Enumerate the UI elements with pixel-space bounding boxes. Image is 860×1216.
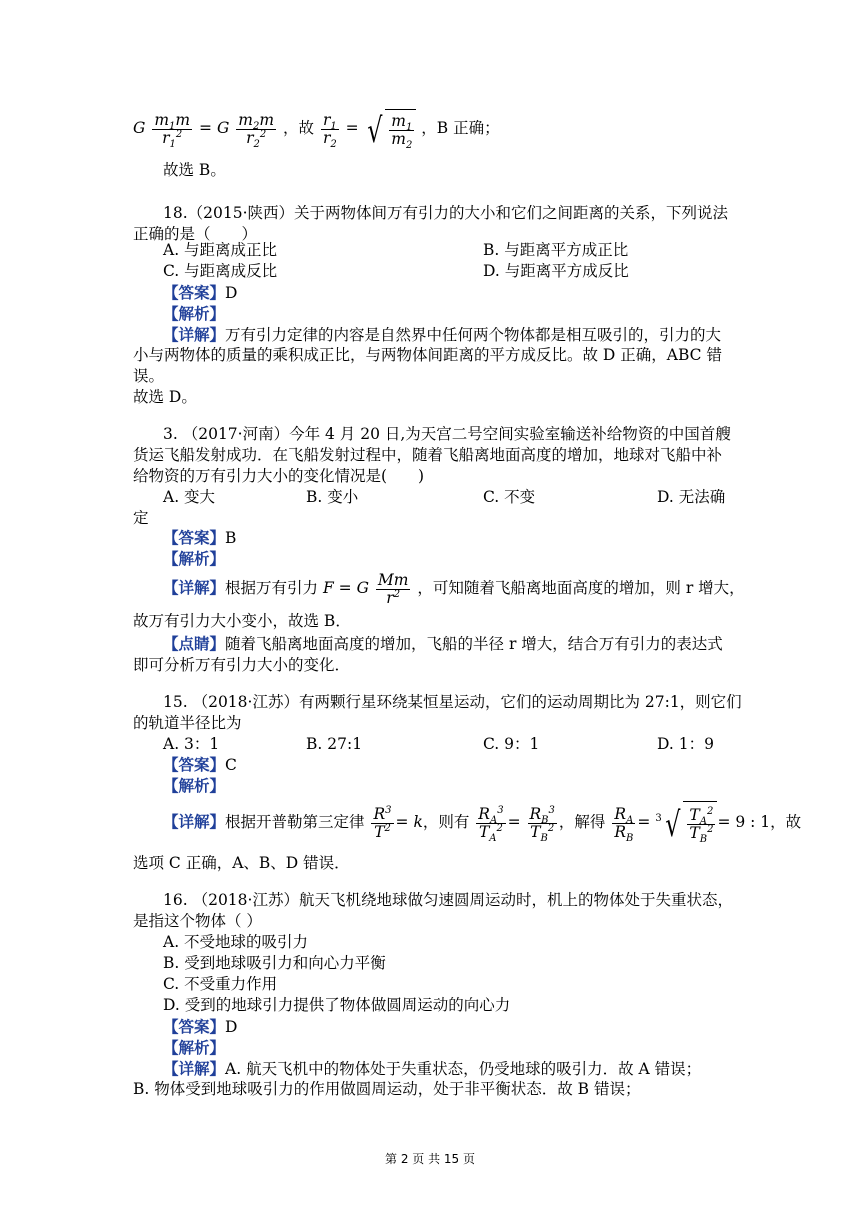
detail-line [163, 324, 721, 346]
option: C. 不变 [483, 488, 536, 506]
detail-text: ，解得 [558, 813, 606, 831]
question-stem: 给物资的万有引力大小的变化情况是( ) [133, 467, 425, 485]
detail-line: 【详解】根据万有引力 F = G $\frac{Mm}{r^2}$ ，可知随着飞船离地面高度的增加，则 r 增大， [163, 570, 745, 607]
question-stem: 货运飞船发射成功．在飞船发射过程中，随着飞船离地面高度的增加，地球对飞船中补 [133, 446, 723, 464]
detail-text: 选项 C 正确，A、B、D 错误． [133, 854, 350, 872]
option: D. 1：9 [657, 735, 714, 753]
option: D. 无法确 [657, 488, 726, 506]
comment-text: 随着飞船离地面高度的增加，飞船的半径 r 增大，结合万有引力的表达式 [225, 635, 723, 653]
detail-text: A. 航天飞机中的物体处于失重状态，仍受地球的吸引力．故 A 错误； [225, 1060, 702, 1078]
detail-text: ，可知随着飞船离地面高度的增加，则 r 增大， [417, 579, 745, 597]
fraction: $\frac{Mm}{r^2}$ [377, 570, 409, 607]
option: A. 与距离成正比 [163, 241, 278, 259]
detail-tag: 【详解】 [163, 1059, 226, 1078]
fraction: $\frac{r_1}{r_2}$ [322, 110, 337, 150]
sqrt: √ $\frac{T_A^2}{T_B^2}$ [662, 801, 718, 846]
conclusion-text: 故选 B。 [163, 161, 226, 179]
question-stem: 15. （2018·江苏）有两颗行星环绕某恒星运动，它们的运动周期比为 27:1，则它们 [163, 693, 742, 711]
option: C. 与距离成反比 [163, 262, 278, 280]
question-stem: 16. （2018·江苏）航天飞机绕地球做匀速圆周运动时，机上的物体处于失重状态， [163, 891, 733, 909]
option: A. 3：1 [163, 735, 220, 753]
fraction: $\frac{m_2m}{r_2^2}$ [238, 110, 275, 150]
detail-tag: 【详解】 [163, 812, 226, 831]
comment-text: 即可分析万有引力大小的变化． [133, 656, 351, 674]
question-stem: 3. （2017·河南）今年 4 月 20 日,为天宫二号空间实验室输送补给物资的中国首艘 [163, 425, 731, 443]
detail-tag: 【详解】 [163, 578, 226, 597]
detail-text: ，故 [770, 813, 802, 831]
answer-value: D [225, 284, 238, 302]
analysis-tag: 【解析】 [163, 549, 226, 568]
question-stem: 正确的是（ ） [133, 225, 258, 243]
option: C. 不受重力作用 [163, 975, 278, 993]
detail-text: 小与两物体的质量的乘积成正比，与两物体间距离的平方成反比。故 D 正确，ABC 错 [133, 346, 722, 364]
analysis-tag: 【解析】 [163, 304, 226, 323]
fraction: $\frac{R^3}{T^2}$ [373, 804, 392, 841]
detail-tag: 【详解】 [163, 325, 226, 344]
answer-line [163, 282, 237, 304]
formula-text: ，B 正确； [421, 119, 500, 137]
answer-tag: 【答案】 [163, 528, 226, 547]
answer-line [163, 527, 236, 549]
detail-text: B. 物体受到地球吸引力的作用做圆周运动，处于非平衡状态．故 B 错误； [133, 1080, 641, 1098]
answer-value: C [225, 756, 237, 774]
page-footer: 第 2 页 共 15 页 [385, 1152, 475, 1166]
detail-text: 误。 [133, 367, 165, 385]
fraction: $\frac{m_1m}{r_1^2}$ [154, 110, 191, 150]
detail-text: 根据万有引力 [225, 579, 319, 597]
option: D. 与距离平方成反比 [483, 262, 629, 280]
formula-line: G $\frac{m_1m}{r_1^2}$ = G $\frac{m_2m}{r_2^2}$ ，故 $\frac{r_1}{r_2}$ = √ $\frac{m_1}{m_2}$ ，B 正确； [133, 110, 500, 152]
option: B. 与距离平方成正比 [483, 241, 629, 259]
fraction: $\frac{R_A^3}{T_A^2}$ [478, 804, 504, 844]
option: A. 不受地球的吸引力 [163, 933, 309, 951]
option: D. 受到的地球引力提供了物体做圆周运动的向心力 [163, 996, 511, 1014]
detail-text: ，则有 [422, 813, 470, 831]
sqrt: √ $\frac{m_1}{m_2}$ [364, 109, 417, 150]
answer-line [163, 754, 237, 776]
answer-tag: 【答案】 [163, 755, 226, 774]
detail-text: 根据开普勒第三定律 [225, 813, 365, 831]
answer-value: D [225, 1018, 238, 1036]
answer-tag: 【答案】 [163, 283, 226, 302]
fraction: $\frac{R_B^3}{T_B^2}$ [529, 804, 555, 844]
analysis-tag: 【解析】 [163, 1038, 226, 1057]
question-stem: 是指这个物体（ ） [133, 912, 262, 930]
detail-line: 【详解】根据开普勒第三定律 $\frac{R^3}{T^2}$ = k，则有 $\frac{R_A^3}{T_A^2}$ = $\frac{R_B^3}{T_B^2}$ ，解得 $\frac{R_A}{R_B}$ = $^3$√ $\frac{T_A^2}{T_B^2}$ = 9 : 1，故 [163, 800, 801, 846]
detail-text: 故万有引力大小变小，故选 B． [133, 612, 351, 630]
option: B. 27:1 [306, 735, 363, 753]
analysis-tag: 【解析】 [163, 776, 226, 795]
option: B. 变小 [306, 488, 359, 506]
answer-tag: 【答案】 [163, 1017, 226, 1036]
detail-line [163, 1058, 701, 1080]
question-stem: 18.（2015·陕西）关于两物体间万有引力的大小和它们之间距离的关系，下列说法 [163, 204, 729, 222]
option: B. 受到地球吸引力和向心力平衡 [163, 954, 386, 972]
option: A. 变大 [163, 488, 216, 506]
detail-text: 万有引力定律的内容是自然界中任何两个物体都是相互吸引的，引力的大 [225, 326, 722, 344]
answer-line [163, 1016, 237, 1038]
question-stem: 的轨道半径比为 [133, 714, 242, 732]
option: C. 9：1 [483, 735, 540, 753]
fraction: $\frac{R_A}{R_B}$ [614, 804, 634, 844]
conclusion-text: 故选 D。 [133, 388, 197, 406]
option-wrap: 定 [133, 509, 149, 527]
comment-tag: 【点睛】 [163, 634, 226, 653]
answer-value: B [225, 529, 237, 547]
comment-line [163, 633, 723, 655]
formula-text: ，故 [283, 119, 315, 137]
